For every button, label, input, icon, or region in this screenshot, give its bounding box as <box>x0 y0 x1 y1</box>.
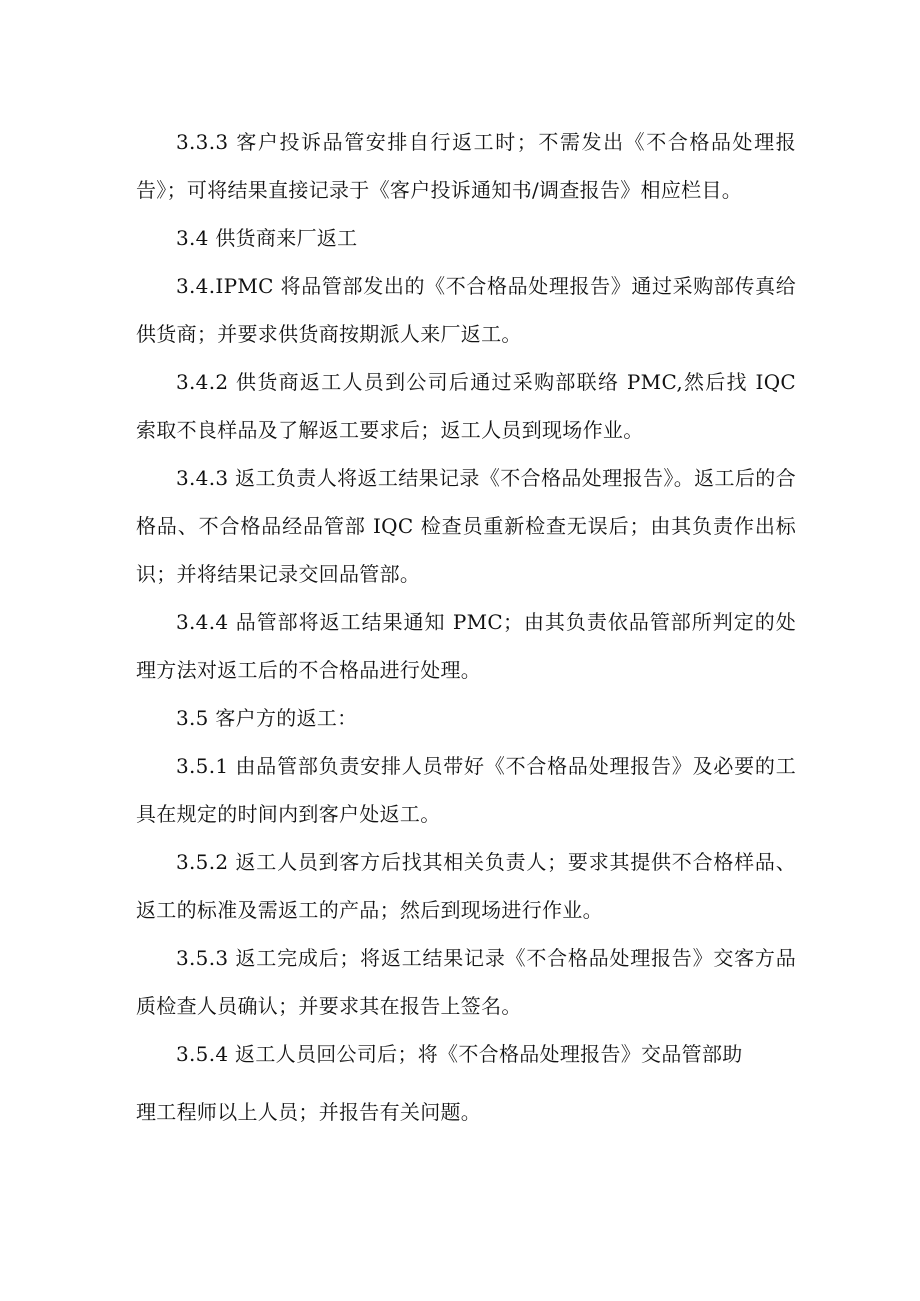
paragraph-3-4-3: 3.4.3 返工负责人将返工结果记录《不合格品处理报告》。返工后的合格品、不合格品经品管部 IQC 检查员重新检查无误后；由其负责作出标识；并将结果记录交回品管部。 <box>136 466 796 586</box>
paragraph-3-4-1: 3.4.IPMC 将品管部发出的《不合格品处理报告》通过采购部传真给供货商；并要求供货商按期派人来厂返工。 <box>136 274 796 346</box>
document-body <box>136 118 796 1136</box>
paragraph-3-5-4: 3.5.4 返工人员回公司后；将《不合格品处理报告》交品管部助 <box>176 1042 743 1066</box>
paragraph-3-3-3: 3.3.3 客户投诉品管安排自行返工时；不需发出《不合格品处理报告》；可将结果直接记录于《客户投诉通知书/调查报告》相应栏目。 <box>136 130 796 202</box>
paragraph-3-4-4: 3.4.4 品管部将返工结果通知 PMC；由其负责依品管部所判定的处理方法对返工后的不合格品进行处理。 <box>136 610 796 682</box>
paragraph-3-5-4-continuation: 理工程师以上人员；并报告有关问题。 <box>136 1100 482 1124</box>
heading-3-5: 3.5 客户方的返工： <box>176 706 358 730</box>
paragraph-3-4-2: 3.4.2 供货商返工人员到公司后通过采购部联络 PMC,然后找 IQC 索取不良样品及了解返工要求后；返工人员到现场作业。 <box>136 370 796 442</box>
paragraph-3-5-2: 3.5.2 返工人员到客方后找其相关负责人；要求其提供不合格样品、返工的标准及需返工的产品；然后到现场进行作业。 <box>136 850 796 922</box>
paragraph-3-5-1: 3.5.1 由品管部负责安排人员带好《不合格品处理报告》及必要的工具在规定的时间内到客户处返工。 <box>136 754 796 826</box>
heading-3-4: 3.4 供货商来厂返工 <box>176 226 358 250</box>
paragraph-3-5-3: 3.5.3 返工完成后；将返工结果记录《不合格品处理报告》交客方品质检查人员确认；并要求其在报告上签名。 <box>136 946 796 1018</box>
